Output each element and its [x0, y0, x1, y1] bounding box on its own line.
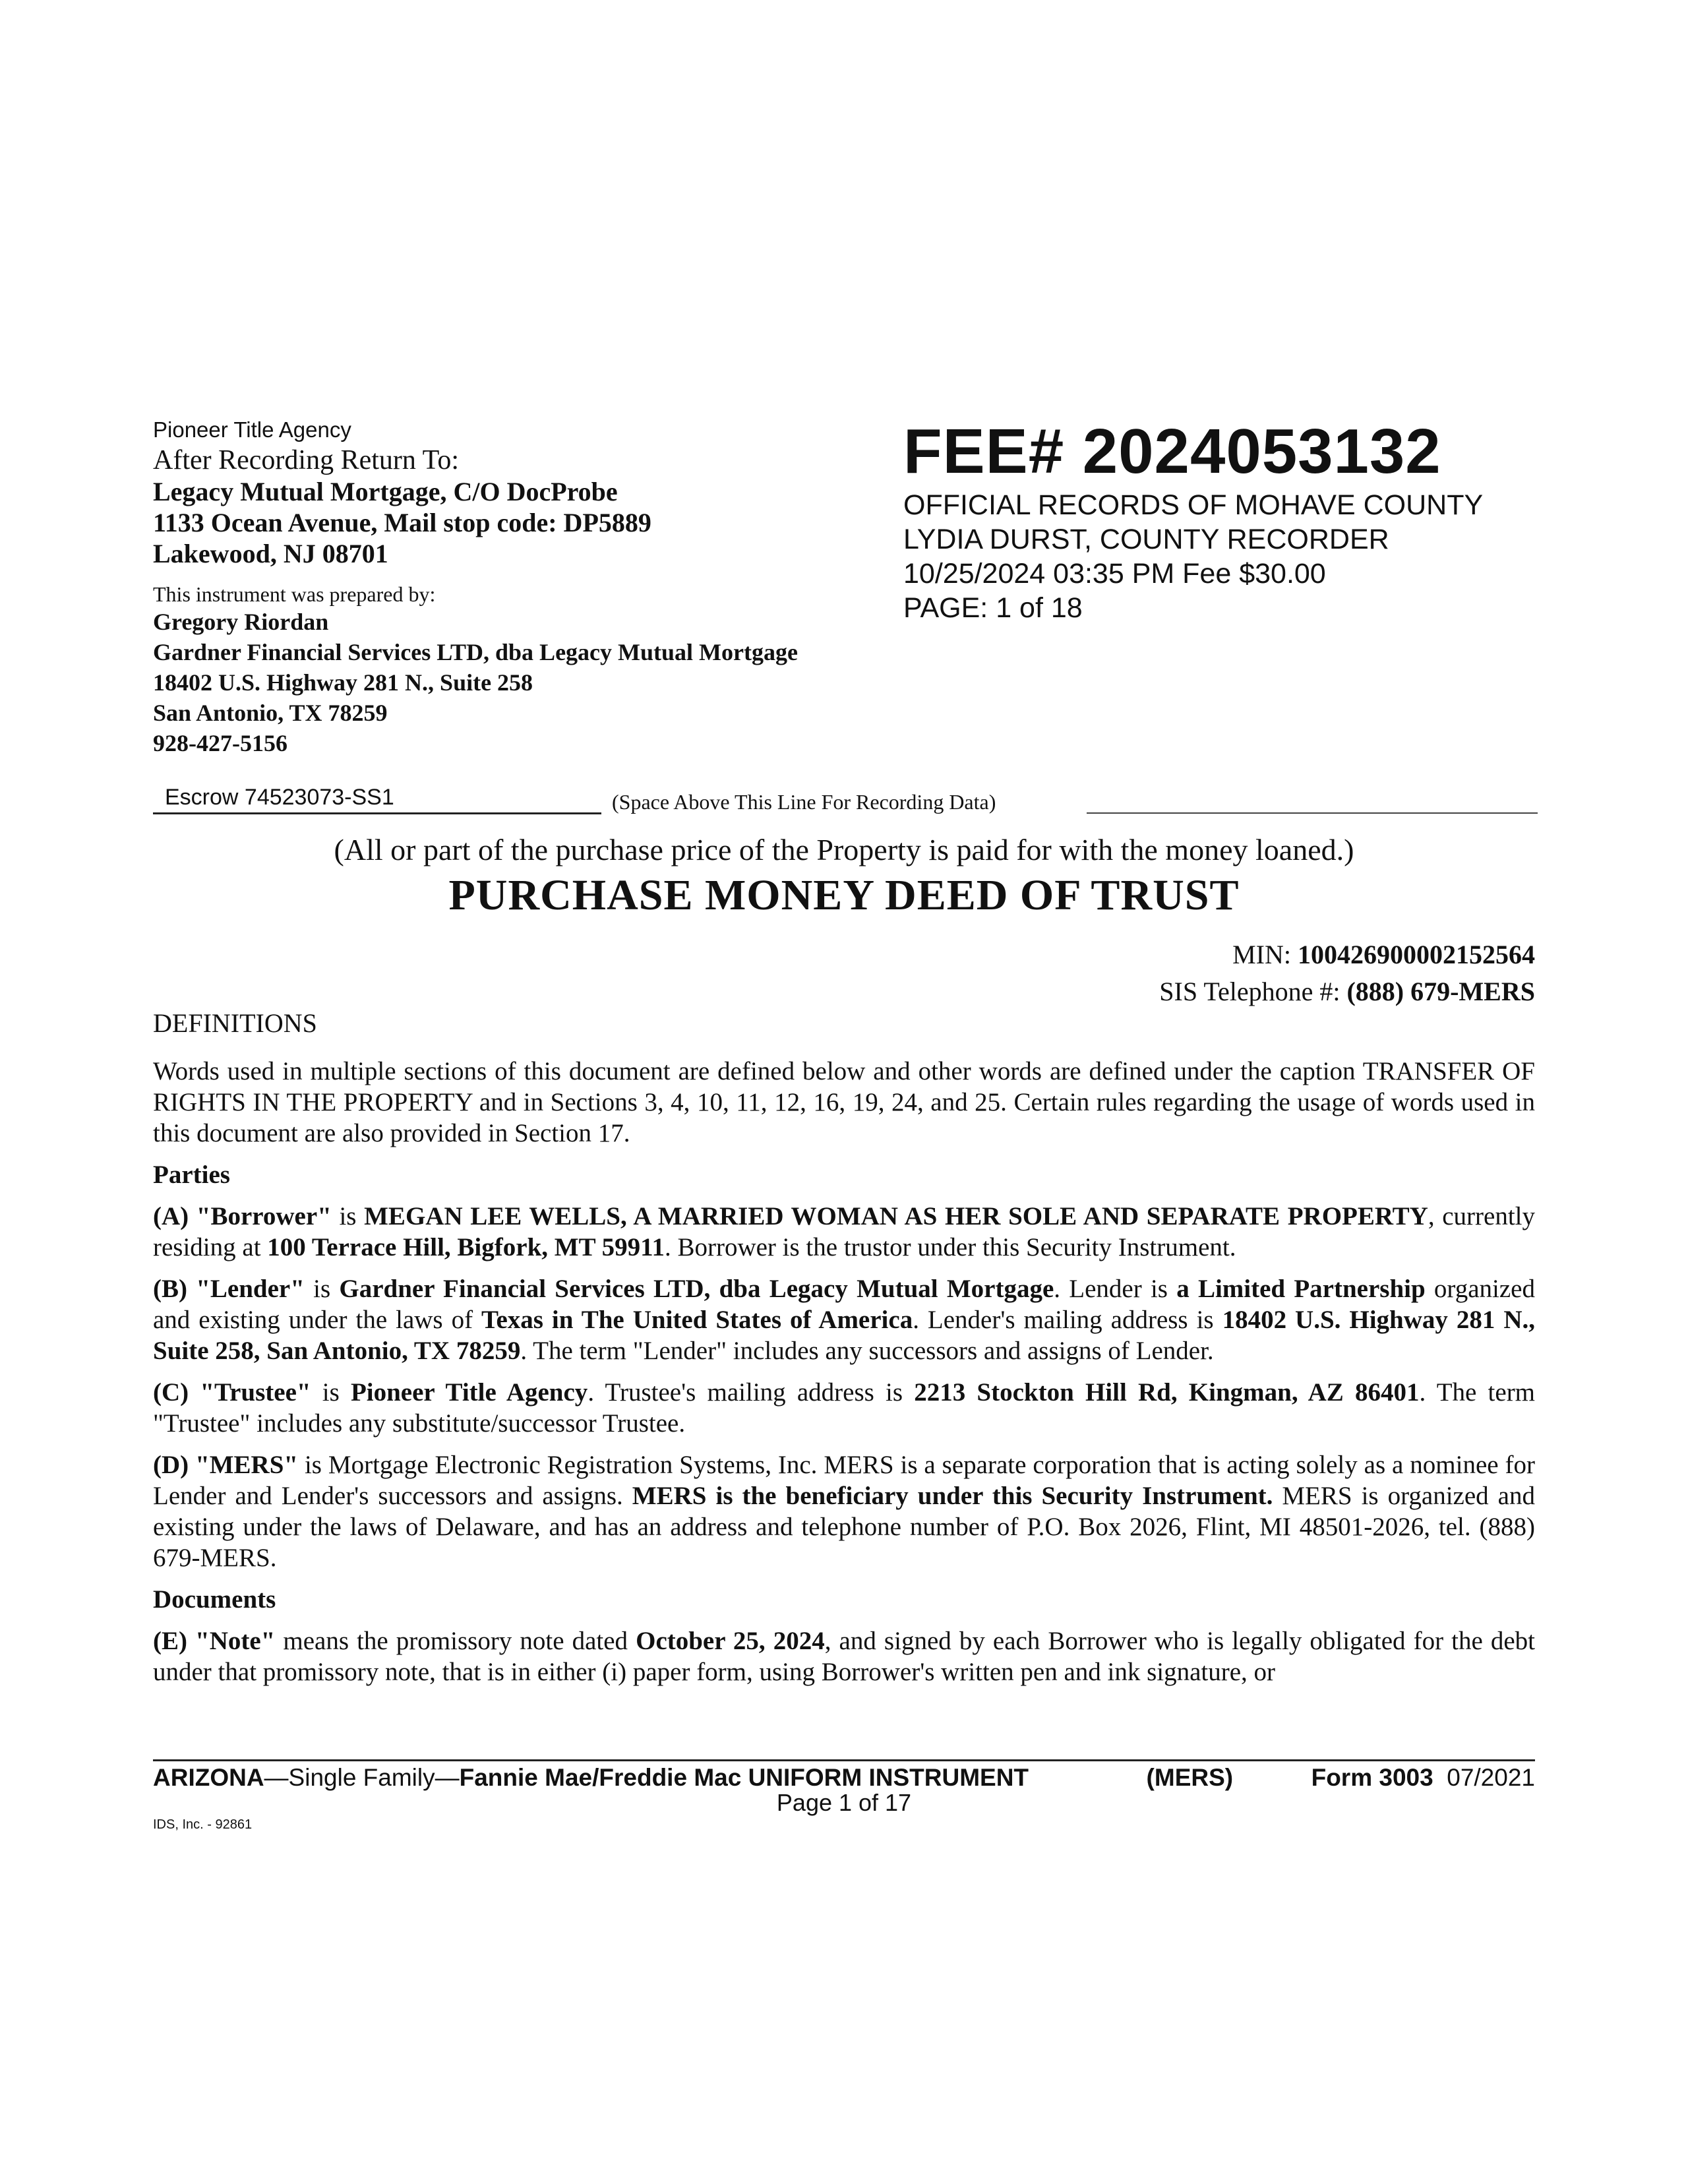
text-run: is: [311, 1378, 351, 1407]
return-line: 1133 Ocean Avenue, Mail stop code: DP5889: [153, 508, 651, 537]
sis-value: (888) 679-MERS: [1346, 977, 1535, 1006]
definition-label: (C) "Trustee": [153, 1378, 311, 1407]
recording-divider: [1087, 812, 1538, 814]
sis-label: SIS Telephone #:: [1159, 977, 1347, 1006]
recording-line: PAGE: 1 of 18: [903, 592, 1083, 624]
recording-line: 10/25/2024 03:35 PM Fee $30.00: [903, 558, 1326, 590]
min-value: 100426900002152564: [1298, 940, 1535, 969]
text-run: is Mortgage Electronic Registration Systems, Inc. MERS is a separate corporation that is acting solely as a nominee for Lender and Lender's successors and assigns.: [153, 1451, 1535, 1510]
recording-stamp: [903, 415, 1563, 625]
definition-lender: [153, 1273, 1535, 1366]
text-run: means the promissory note dated: [275, 1627, 636, 1655]
text-run: . Lender is: [1054, 1275, 1177, 1303]
preparer-line: 18402 U.S. Highway 281 N., Suite 258: [153, 669, 533, 696]
footer-state: ARIZONA: [153, 1764, 264, 1791]
borrower-address: 100 Terrace Hill, Bigfork, MT 59911: [267, 1233, 665, 1261]
text-run: . The term "Lender" includes any successors and assigns of Lender.: [520, 1337, 1214, 1365]
return-address-block: [153, 414, 944, 758]
definition-mers: [153, 1449, 1535, 1573]
text-run: MERS is organized and existing under the laws of Delaware, and has an address and telephone number of P.O. Box 2026, Flint, MI 48501-2026, tel. (888) 679-MERS.: [153, 1482, 1535, 1572]
borrower-name: MEGAN LEE WELLS, A MARRIED WOMAN AS HER SOLE AND SEPARATE PROPERTY: [364, 1202, 1428, 1230]
definition-trustee: [153, 1377, 1535, 1439]
text-run: organized and existing under the laws of: [153, 1275, 1535, 1334]
preparer-line: Gregory Riordan: [153, 609, 329, 635]
text-run: . Trustee's mailing address is: [588, 1378, 915, 1407]
return-line: Lakewood, NJ 08701: [153, 539, 388, 568]
text-run: is: [304, 1275, 340, 1303]
preparer-line: 928-427-5156: [153, 730, 287, 756]
note-date: October 25, 2024: [636, 1627, 825, 1655]
footer-mers: (MERS): [1146, 1764, 1234, 1791]
footer-form-date: 07/2021: [1447, 1764, 1535, 1791]
agency-name: Pioneer Title Agency: [153, 417, 351, 442]
text-run: . Lender's mailing address is: [913, 1306, 1222, 1334]
footer-desc: —Single Family—: [264, 1764, 460, 1791]
definition-label: (A) "Borrower": [153, 1202, 332, 1230]
return-label: After Recording Return To:: [153, 445, 460, 475]
footer-page-number: Page 1 of 17: [776, 1789, 912, 1816]
definitions-intro: Words used in multiple sections of this document are defined below and other words are defined under the caption TRANSFER OF RIGHTS IN THE PROPERTY and in Sections 3, 4, 10, 11, 12, 16, 19, 24, and 25. Certain rules regarding the usage of words used in this document are also provided in Section 17.: [153, 1057, 1535, 1147]
recording-line: LYDIA DURST, COUNTY RECORDER: [903, 524, 1389, 555]
text-run: is: [331, 1202, 365, 1230]
lender-type: a Limited Partnership: [1176, 1275, 1426, 1303]
lender-jurisdiction: Texas in The United States of America: [481, 1306, 913, 1334]
definition-label: (E) "Note": [153, 1627, 276, 1655]
preparer-line: Gardner Financial Services LTD, dba Legacy Mutual Mortgage: [153, 639, 798, 665]
footer-instrument: Fannie Mae/Freddie Mac UNIFORM INSTRUMENT: [459, 1764, 1029, 1791]
fee-number: FEE# 2024053132: [903, 416, 1441, 487]
lender-address: 18402 U.S. Highway 281 N., Suite 258, San Antonio, TX 78259: [153, 1306, 1535, 1365]
definition-borrower: [153, 1201, 1535, 1263]
escrow-underline: [153, 812, 601, 814]
documents-heading: Documents: [153, 1585, 276, 1614]
prepared-by-label: This instrument was prepared by:: [153, 582, 436, 606]
purchase-note: (All or part of the purchase price of the Property is paid for with the money loaned.): [334, 833, 1354, 866]
parties-heading: Parties: [153, 1161, 230, 1189]
definition-label: (B) "Lender": [153, 1275, 305, 1303]
escrow-number: Escrow 74523073-SS1: [165, 785, 394, 810]
preparer-line: San Antonio, TX 78259: [153, 700, 388, 726]
mers-beneficiary: MERS is the beneficiary under this Security Instrument.: [632, 1482, 1273, 1510]
footer-rule: [153, 1759, 1535, 1761]
footer-form: Form 3003: [1311, 1764, 1433, 1791]
trustee-address: 2213 Stockton Hill Rd, Kingman, AZ 86401: [914, 1378, 1420, 1407]
definition-label: (D) "MERS": [153, 1451, 299, 1479]
definitions-body: [153, 1008, 1535, 1698]
min-label: MIN:: [1232, 940, 1298, 969]
space-above-label: (Space Above This Line For Recording Data): [612, 790, 996, 814]
text-run: . The term "Trustee" includes any substitute/successor Trustee.: [153, 1378, 1536, 1438]
document-title: PURCHASE MONEY DEED OF TRUST: [448, 871, 1240, 919]
page-footer: [153, 1759, 1535, 1817]
min-block: [1159, 936, 1535, 1010]
text-run: , currently residing at: [153, 1202, 1536, 1261]
definition-note: [153, 1625, 1535, 1687]
definitions-heading: DEFINITIONS: [153, 1008, 317, 1038]
text-run: , and signed by each Borrower who is legally obligated for the debt under that promissory note, that is in either (i) paper form, using Borrower's written pen and ink signature, or: [153, 1627, 1535, 1686]
text-run: . Borrower is the trustor under this Security Instrument.: [664, 1233, 1236, 1261]
lender-name: Gardner Financial Services LTD, dba Legacy Mutual Mortgage: [339, 1275, 1054, 1303]
ids-code: IDS, Inc. - 92861: [153, 1817, 253, 1832]
trustee-name: Pioneer Title Agency: [350, 1378, 588, 1407]
return-line: Legacy Mutual Mortgage, C/O DocProbe: [153, 477, 618, 506]
recording-line: OFFICIAL RECORDS OF MOHAVE COUNTY: [903, 489, 1484, 521]
